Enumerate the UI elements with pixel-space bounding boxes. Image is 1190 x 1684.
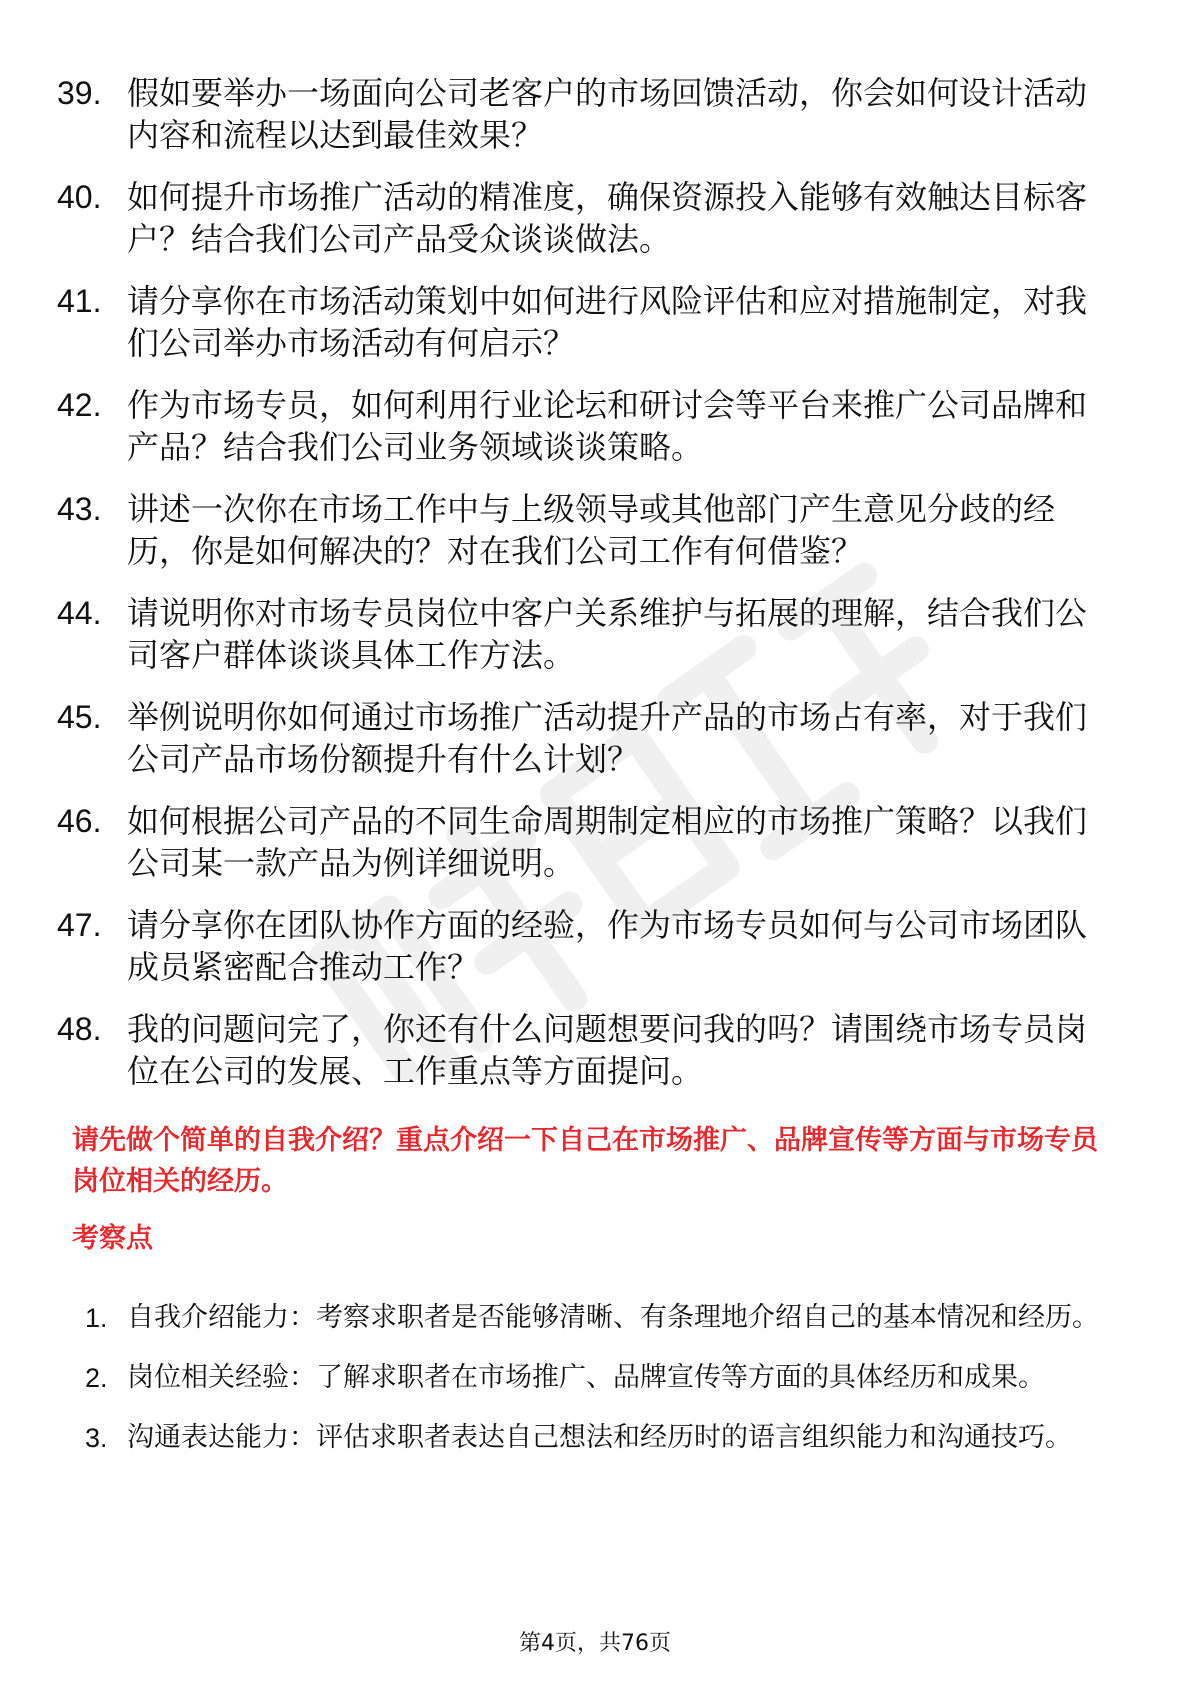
page-footer: 第4页，共76页 [519, 1631, 671, 1656]
list-item [0, 1290, 1190, 1346]
question-number: 48. [57, 1011, 102, 1047]
question-number: 43. [57, 491, 102, 527]
point-text: 沟通表达能力：评估求职者表达自己想法和经历时的语言组织能力和沟通技巧。 [127, 1422, 1072, 1453]
highlight-question: 请先做个简单的自我介绍？重点介绍一下自己在市场推广、品牌宣传等方面与市场专员岗位相关的经历。 [72, 1125, 1098, 1197]
question-number: 42. [57, 387, 102, 423]
question-number: 46. [57, 803, 102, 839]
list-item [0, 1410, 1190, 1466]
section-label: 考察点 [72, 1223, 153, 1254]
question-number: 44. [57, 595, 102, 631]
question-number: 45. [57, 699, 102, 735]
question-number: 39. [57, 75, 102, 111]
list-item [0, 800, 1190, 884]
list-item [0, 696, 1190, 780]
question-number: 40. [57, 179, 102, 215]
list-item [0, 1350, 1190, 1406]
question-text: 假如要举办一场面向公司老客户的市场回馈活动，你会如何设计活动内容和流程以达到最佳效果？ [127, 74, 1088, 154]
point-number: 1. [85, 1303, 108, 1333]
list-item [0, 592, 1190, 676]
question-text: 讲述一次你在市场工作中与上级领导或其他部门产生意见分歧的经历，你是如何解决的？对在我们公司工作有何借鉴？ [127, 490, 1056, 570]
question-list [0, 72, 1190, 1112]
question-text: 作为市场专员，如何利用行业论坛和研讨会等平台来推广公司品牌和产品？结合我们公司业务领域谈谈策略。 [127, 386, 1088, 466]
question-text: 请分享你在团队协作方面的经验，作为市场专员如何与公司市场团队成员紧密配合推动工作？ [127, 906, 1088, 986]
question-text: 如何提升市场推广活动的精准度，确保资源投入能够有效触达目标客户？结合我们公司产品受众谈谈做法。 [127, 178, 1088, 258]
list-item [0, 176, 1190, 260]
list-item [0, 1008, 1190, 1092]
question-number: 41. [57, 283, 102, 319]
assessment-points-list [0, 1290, 1190, 1470]
question-text: 我的问题问完了，你还有什么问题想要问我的吗？请围绕市场专员岗位在公司的发展、工作重点等方面提问。 [127, 1010, 1088, 1090]
question-text: 如何根据公司产品的不同生命周期制定相应的市场推广策略？以我们公司某一款产品为例详细说明。 [127, 802, 1088, 882]
list-item [0, 904, 1190, 988]
question-text: 请说明你对市场专员岗位中客户关系维护与拓展的理解，结合我们公司客户群体谈谈具体工作方法。 [127, 594, 1088, 674]
list-item [0, 72, 1190, 156]
point-text: 岗位相关经验：了解求职者在市场推广、品牌宣传等方面的具体经历和成果。 [127, 1362, 1045, 1393]
list-item [0, 280, 1190, 364]
point-text: 自我介绍能力：考察求职者是否能够清晰、有条理地介绍自己的基本情况和经历。 [127, 1302, 1099, 1333]
list-item [0, 488, 1190, 572]
point-number: 3. [85, 1423, 108, 1453]
question-text: 请分享你在市场活动策划中如何进行风险评估和应对措施制定，对我们公司举办市场活动有何启示？ [127, 282, 1088, 362]
question-number: 47. [57, 907, 102, 943]
list-item [0, 384, 1190, 468]
point-number: 2. [85, 1363, 108, 1393]
question-text: 举例说明你如何通过市场推广活动提升产品的市场占有率，对于我们公司产品市场份额提升有什么计划？ [127, 698, 1088, 778]
